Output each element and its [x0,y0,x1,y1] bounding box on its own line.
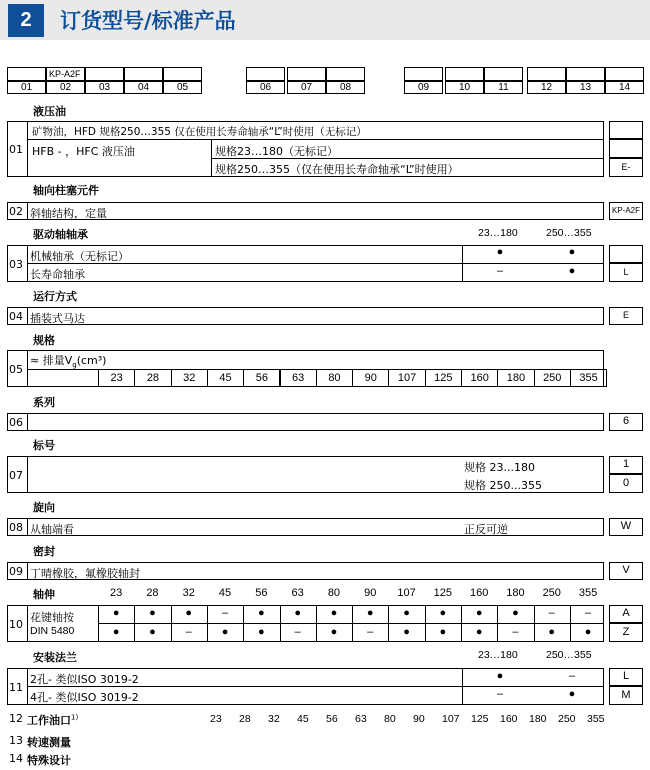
column-header: 23…180 [478,649,518,661]
size-header-cell: 250 [542,587,561,599]
row-text: 规格23…180（无标记） [215,145,338,158]
availability-mark: ● [112,607,120,619]
availability-mark: ● [403,607,410,619]
code-position-box [445,67,484,81]
code-position-box [163,67,202,81]
code-position-box [124,67,163,81]
availability-mark: ● [568,246,576,258]
code-position-number: 13 [566,81,605,94]
code-box: E- [609,158,643,177]
row-number-01: 01 [9,143,23,156]
port-size: 90 [413,713,425,725]
availability-mark: – [496,265,504,277]
size-cell: 63 [280,369,317,387]
code-position-number: 12 [527,81,566,94]
port-size: 355 [587,713,605,725]
code-box: 1 [609,456,643,474]
section-box-06 [7,413,604,431]
section-title-07: 标号 [33,439,55,452]
row-text: 规格 250...355 [464,479,542,492]
row-text: 插装式马达 [30,312,85,325]
availability-mark: ● [403,626,410,638]
code-position-box [246,67,285,81]
size-header-cell: 160 [469,587,489,599]
section-title-06: 系列 [33,396,55,409]
code-top-label: KP-A2F [49,69,81,79]
availability-mark: – [496,688,504,700]
code-position-box [85,67,124,81]
section-title-01: 液压油 [33,105,66,118]
row-number-09: 09 [9,565,23,578]
code-position-number: 06 [246,81,285,94]
availability-mark: – [185,626,192,638]
availability-mark: ● [149,626,156,638]
availability-mark: ● [185,607,193,619]
row-number-11: 11 [9,681,23,694]
row-text: 丁晴橡胶，氟橡胶轴封 [30,567,140,580]
availability-mark: ● [330,626,338,638]
shaft-label: 花键轴按 [30,611,74,624]
availability-mark: – [221,607,229,619]
row-text: 规格 23...180 [464,461,535,474]
code-box: L [609,668,643,686]
code-position-box [566,67,605,81]
code-box: KP-A2F [609,202,643,220]
size-cell: 90 [352,369,389,387]
size-cell: 45 [207,369,244,387]
availability-mark: ● [512,607,519,619]
port-size: 125 [471,713,489,725]
size-header-cell: 23 [110,587,123,599]
port-size: 23 [210,713,222,725]
code-position-number: 04 [124,81,163,94]
availability-mark: ● [258,626,265,638]
size-header-cell: 28 [146,587,159,599]
section-title-03: 驱动轴轴承 [33,228,88,241]
size-cell: 180 [497,369,534,387]
code-position-box [287,67,326,81]
availability-mark: ● [496,670,504,682]
port-size: 180 [529,713,547,725]
code-position-number: 11 [484,81,523,94]
availability-mark: ● [330,607,338,619]
code-position-number: 08 [326,81,365,94]
port-size: 45 [297,713,309,725]
availability-mark: ● [475,626,483,638]
size-header-cell: 180 [506,587,525,599]
section-title-10: 轴伸 [33,588,55,601]
row-number-12: 12 [9,712,23,725]
size-header-cell: 63 [291,587,304,599]
size-cell: 125 [425,369,462,387]
code-position-number: 14 [605,81,644,94]
code-box: V [609,562,643,580]
row-number-07: 07 [9,469,23,482]
port-size: 28 [239,713,251,725]
section-box-04 [7,307,604,325]
section-title-11: 安装法兰 [33,651,77,664]
availability-mark: – [512,626,519,638]
availability-mark: ● [475,607,483,619]
row-text: 矿物油，HFD 规格250…355 仅在使用长寿命轴承“L”时使用（无标记） [32,126,367,138]
code-box: A [609,605,643,623]
section-title-02: 轴向柱塞元件 [33,184,99,197]
availability-mark: ● [568,688,576,700]
code-position-box [326,67,365,81]
row-number-10: 10 [9,618,23,631]
code-box [609,121,643,139]
row-text: 4孔- 类似ISO 3019-2 [30,691,139,704]
section-title-08: 旋向 [33,501,55,514]
code-position-box [605,67,644,81]
row-text: 规格250…355（仅在使用长寿命轴承“L”时使用） [215,163,459,176]
row-text: 正反可逆 [464,523,508,536]
code-position-number: 07 [287,81,326,94]
code-position-number: 05 [163,81,202,94]
availability-mark: ● [149,607,156,619]
code-box: 0 [609,474,643,493]
size-header-cell: 355 [578,587,598,599]
section-box-08 [7,518,604,536]
port-size: 160 [500,713,518,725]
availability-mark: ● [294,607,301,619]
availability-mark: – [568,670,576,682]
size-header-cell: 80 [327,587,341,599]
code-box: W [609,518,643,536]
row-number-05: 05 [9,363,23,376]
row-number-02: 02 [9,205,23,218]
size-header-cell: 107 [397,587,416,599]
code-position-box [404,67,443,81]
code-position-number: 02 [46,81,85,94]
displacement-label: ≈ 排量$V_g(cm^3)$ [30,354,107,370]
row-number-13: 13 [9,734,23,747]
size-cell: 160 [461,369,498,387]
size-cell: 355 [570,369,607,387]
port-size: 56 [326,713,338,725]
availability-mark: ● [366,607,374,619]
section-title-12: 工作油口$^{1)}$ [27,713,79,727]
code-position-box [7,67,46,81]
row-text: 长寿命轴承 [30,268,85,281]
code-position-number: 03 [85,81,124,94]
availability-mark: ● [584,626,592,638]
code-box [609,139,643,158]
row-text: HFB - ，HFC 液压油 [32,145,135,158]
availability-mark: ● [112,626,120,638]
availability-mark: ● [496,246,504,258]
section-title-13: 转速测量 [27,736,71,749]
code-box: E [609,307,643,325]
size-header-cell: 45 [218,587,232,599]
availability-mark: – [367,626,374,638]
port-size: 63 [355,713,367,725]
column-header: 23…180 [478,227,518,239]
column-header: 250…355 [546,227,592,239]
size-cell: 80 [316,369,353,387]
port-size: 80 [384,713,396,725]
code-position-number: 09 [404,81,443,94]
size-cell: 56 [243,369,280,387]
row-number-03: 03 [9,258,23,271]
availability-mark: ● [439,626,447,638]
availability-mark: ● [258,607,265,619]
size-cell: 23 [98,369,135,387]
code-position-number: 10 [445,81,484,94]
row-text: 机械轴承（无标记） [30,250,129,263]
code-position-box [527,67,566,81]
section-title-04: 运行方式 [33,290,77,303]
size-header-cell: 125 [433,587,453,599]
shaft-standard: DIN 5480 [30,625,75,637]
page-title: 订货型号/标准产品 [60,9,236,33]
availability-mark: ● [221,626,229,638]
row-text: 斜轴结构，定量 [30,207,107,220]
row-number-08: 08 [9,521,23,534]
availability-mark: ● [548,626,556,638]
section-title-05: 规格 [33,334,55,347]
column-header: 250…355 [546,649,592,661]
code-box: M [609,686,643,705]
code-box: 6 [609,413,643,431]
row-number-14: 14 [9,752,23,765]
code-box: Z [609,623,643,642]
availability-mark: ● [568,265,576,277]
availability-mark: – [548,607,555,619]
row-text: 2孔- 类似ISO 3019-2 [30,673,139,686]
size-cell: 28 [134,369,171,387]
row-number-04: 04 [9,310,23,323]
port-size: 250 [558,713,576,725]
code-position-number: 01 [7,81,46,94]
row-text: 从轴端看 [30,523,74,536]
size-cell: 32 [171,369,208,387]
availability-mark: ● [439,607,447,619]
size-header-cell: 56 [255,587,268,599]
section-number: 2 [8,4,44,37]
section-title-09: 密封 [33,545,55,558]
section-title-14: 特殊设计 [27,754,71,767]
port-size: 32 [268,713,280,725]
row-number-06: 06 [9,416,23,429]
code-box [609,245,643,263]
availability-mark: – [294,626,301,638]
size-cell: 107 [388,369,425,387]
size-header-cell: 32 [182,587,195,599]
size-cell: 250 [534,369,571,387]
availability-mark: – [584,607,592,619]
code-position-box [484,67,523,81]
port-size: 107 [442,713,460,725]
size-header-cell: 90 [364,587,377,599]
code-box: L [609,263,643,282]
